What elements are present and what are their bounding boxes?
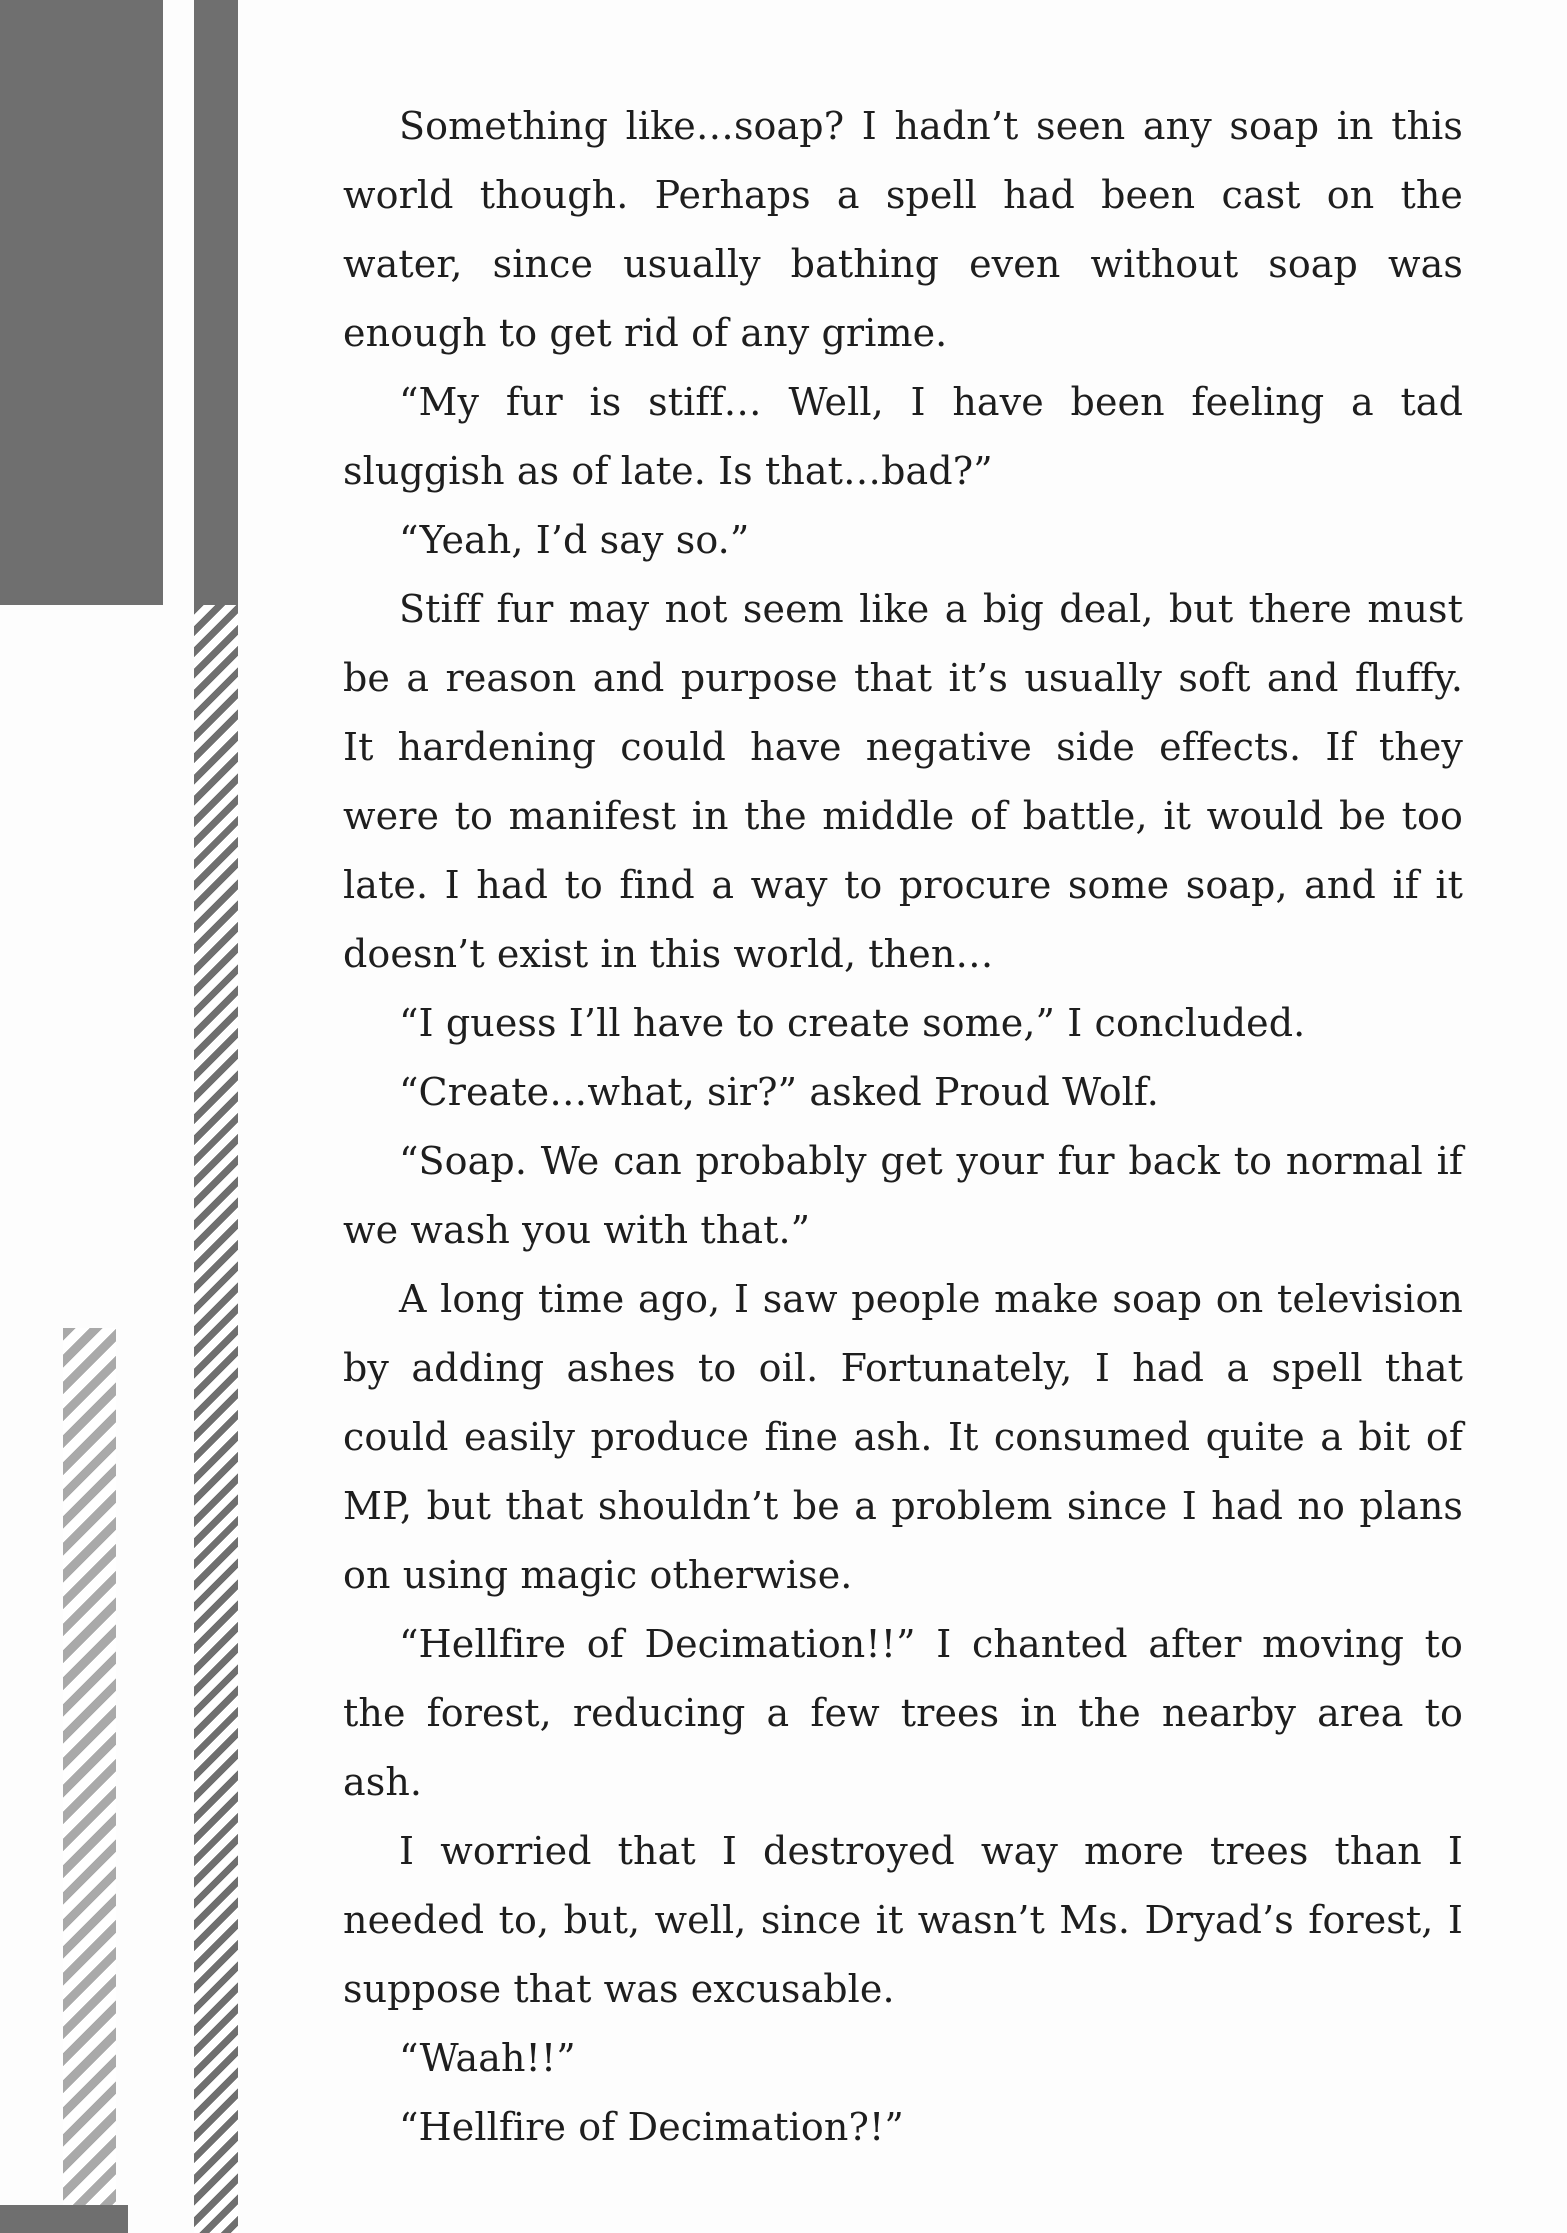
paragraph: “Hellfire of Decimation?!” bbox=[399, 2105, 904, 2149]
strip-solid-top bbox=[194, 0, 238, 605]
paragraph: “Soap. We can probably get your fur back to normal if we wash you with that.” bbox=[343, 1139, 1463, 1252]
paragraph: “Hellfire of Decimation!!” I chanted after moving to the forest, reducing a few trees in the nearby area to ash. bbox=[343, 1622, 1463, 1804]
paragraph: Something like…soap? I hadn’t seen any soap in this world though. Perhaps a spell had been cast on the water, since usually bathing even without soap was enough to get rid of any grime. bbox=[343, 104, 1463, 355]
paragraph: A long time ago, I saw people make soap on television by adding ashes to oil. Fortunately, I had a spell that could easily produce fine ash. It consumed quite a bit of MP, but that shouldn’t be a problem since I had no plans on using magic otherwise. bbox=[343, 1277, 1463, 1597]
paragraph: “I guess I’ll have to create some,” I concluded. bbox=[399, 1001, 1306, 1045]
left-decor-strip bbox=[194, 0, 238, 2233]
paragraph: “My fur is stiff… Well, I have been feeling a tad sluggish as of late. Is that…bad?” bbox=[343, 380, 1463, 493]
paragraph: Stiff fur may not seem like a big deal, but there must be a reason and purpose that it’s usually soft and fluffy. It hardening could have negative side effects. If they were to manifest in the middle of battle, it would be too late. I had to find a way to procure some soap, and if it doesn’t exist in this world, then… bbox=[343, 587, 1463, 976]
paragraph: I worried that I destroyed way more trees than I needed to, but, well, since it wasn’t Ms. Dryad’s forest, I suppose that was excusable. bbox=[343, 1829, 1463, 2011]
bottom-left-corner-block bbox=[0, 2205, 128, 2233]
strip-diagonal-stripes bbox=[194, 605, 238, 2233]
paragraph: “Create…what, sir?” asked Proud Wolf. bbox=[399, 1070, 1159, 1114]
left-margin-bar bbox=[0, 0, 163, 605]
paragraph: “Yeah, I’d say so.” bbox=[399, 518, 750, 562]
paragraph: “Waah!!” bbox=[399, 2036, 576, 2080]
page-text bbox=[343, 92, 1463, 2162]
bottom-left-striped-band bbox=[63, 1328, 116, 2233]
